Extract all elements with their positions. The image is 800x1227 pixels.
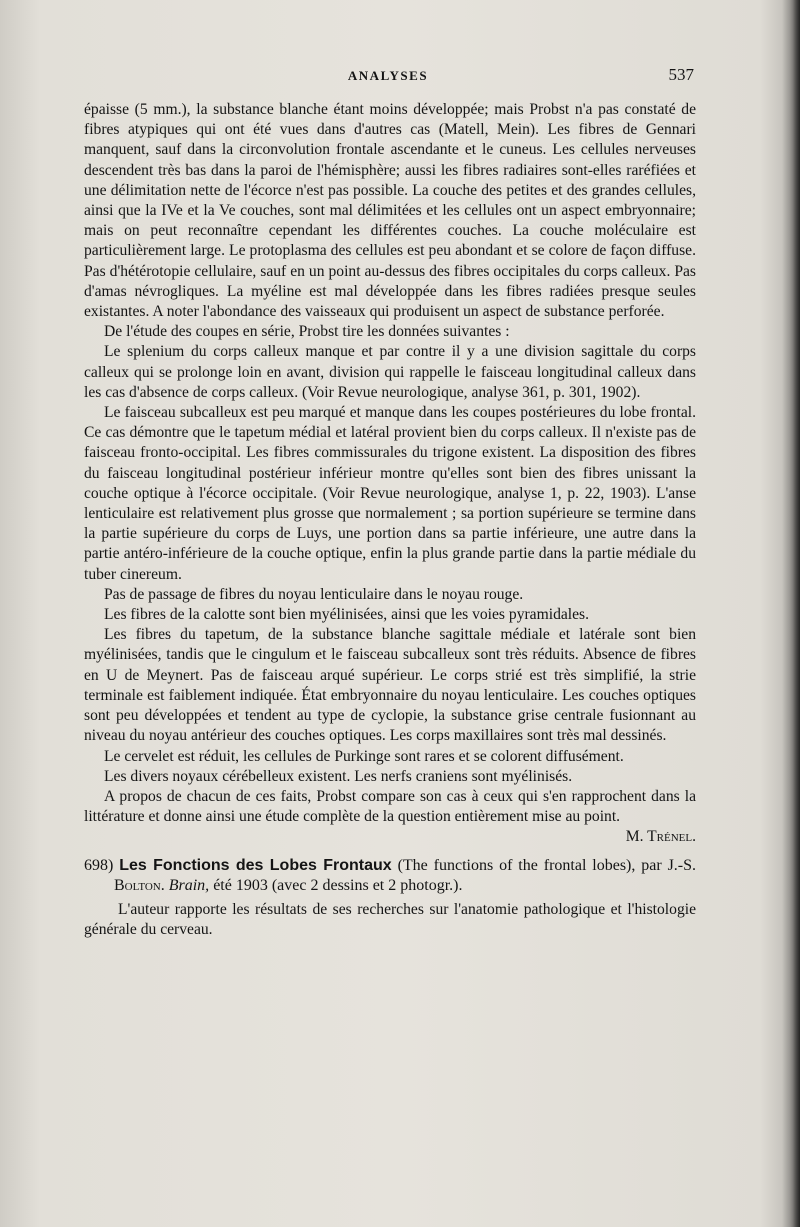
review-number: 698) [84,856,114,874]
page-number: 537 [668,65,694,84]
review-title-translation: (The functions of the frontal lobes), [397,856,636,874]
paragraph-with-signature [84,787,696,846]
page-header [82,65,694,87]
review-author: Bolton. [114,877,165,895]
paragraph-text: A propos de chacun de ces faits, Probst compare son cas à ceux qui s'en rapprochent dans la littérature et donne ainsi une étude complète de la question entièrement mise au point. [84,787,696,826]
page-edge-shadow [782,0,800,1227]
signature: M. Trénel. [625,828,696,846]
running-head: ANALYSES [347,68,429,83]
paragraph: De l'étude des coupes en série, Probst tire les données suivantes : [104,323,510,341]
review-entry [84,856,696,897]
paragraph: Les divers noyaux cérébelleux existent. Les nerfs craniens sont myélinisés. [104,767,573,785]
review-by: par J.-S. [641,856,697,874]
paragraph: Les fibres du tapetum, de la substance blanche sagittale médiale et latérale sont bien myélinisées, tandis que le cingulum et le faisceau subcalleux sont très réduits. Absence de fibres en U de Meynert. Pas de faisceau arqué supérieur. Le corps strié est très simplifié, la strie terminale est faiblement indiquée. État embryonnaire du noyau lenticulaire. Les couches optiques sont peu développées et tendent au type de cyclopie, la substance grise centrale fusionnant au niveau du noyau antérieur des couches optiques. Les corps maxillaires sont très mal dessinés. [84,626,696,745]
paragraph: épaisse (5 mm.), la substance blanche étant moins développée; mais Probst n'a pas constaté de fibres atypiques qui ont été vues dans d'autres cas (Matell, Mein). Les fibres de Gennari manquent, sauf dans la circonvolution frontale ascendante et le cuneus. Les cellules nerveuses descendent très bas dans la paroi de l'hémisphère; aussi les fibres radiaires sont-elles raréfiées et une délimitation nette de l'écorce n'est pas possible. La couche des petites et des grandes cellules, ainsi que la IVe et la Ve couches, sont mal délimitées et les cellules ont un aspect embryonnaire; mais on peut reconnaître cependant les différentes couches. La couche moléculaire est particulièrement large. Le protoplasma des cellules est peu abondant et se colore de façon diffuse. Pas d'hétérotopie cellulaire, sauf en un point au-dessus des fibres occipitales du corps calleux. Pas d'amas névrogliques. La myéline est mal développée dans les fibres radiées presque seules existantes. A noter l'abondance des vaisseaux qui produisent un aspect de substance perforée. [84,101,696,321]
review-details: été 1903 (avec 2 dessins et 2 photogr.). [213,877,463,895]
review-title: Les Fonctions des Lobes Frontaux [119,856,392,874]
paragraph: Pas de passage de fibres du noyau lenticulaire dans le noyau rouge. [104,585,524,603]
paragraph: Le cervelet est réduit, les cellules de Purkinge sont rares et se colorent diffusément. [104,747,624,765]
paragraph: Les fibres de la calotte sont bien myélinisées, ainsi que les voies pyramidales. [104,606,590,624]
page-body [84,100,696,956]
review-summary: L'auteur rapporte les résultats de ses recherches sur l'anatomie pathologique et l'histologie générale du cerveau. [84,900,696,938]
paragraph: Le faisceau subcalleux est peu marqué et manque dans les coupes postérieures du lobe frontal. Ce cas démontre que le tapetum médial et latéral provient bien du corps calleux. Il n'existe pas de faisceau fronto-occipital. Les fibres commissurales du trigone existent. La disposition des fibres du faisceau longitudinal postérieur inférieur montre qu'elles sont bien des fibres unissant la couche optique à l'écorce occipitale. (Voir Revue neurologique, analyse 1, p. 22, 1903). L'anse lenticulaire est relativement plus grosse que normalement ; sa portion supérieure se termine dans la partie supérieure du corps de Luys, une portion dans sa partie inférieure, une autre dans la partie antéro-inférieure de la couche optique, enfin la plus grande partie dans la partie médiale du tuber cinereum. [84,404,696,583]
review-journal: Brain, [168,877,210,895]
paragraph: Le splenium du corps calleux manque et par contre il y a une division sagittale du corps calleux qui se prolonge loin en avant, division qui rappelle le faisceau longitudinal calleux dans les cas d'absence de corps calleux. (Voir Revue neurologique, analyse 361, p. 301, 1902). [84,343,696,401]
